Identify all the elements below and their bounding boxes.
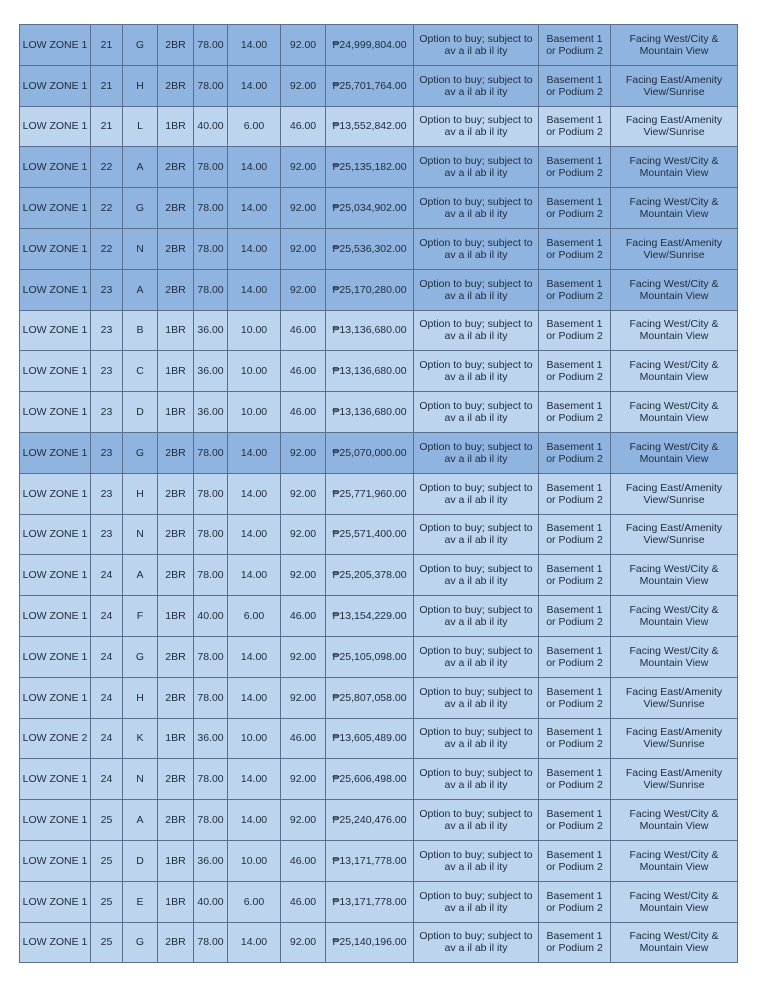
floor-cell: 25 <box>91 800 123 841</box>
floor-area-cell: 78.00 <box>194 473 228 514</box>
table-row <box>20 636 738 677</box>
unit-cell: N <box>123 228 158 269</box>
parking-location-cell: Basement 1 or Podium 2 <box>539 147 611 188</box>
zone-cell: LOW ZONE 1 <box>20 310 91 351</box>
total-area-cell: 46.00 <box>281 840 326 881</box>
parking-option-cell: Option to buy; subject to av a il ab il ity <box>414 351 539 392</box>
floor-area-cell: 78.00 <box>194 677 228 718</box>
total-area-cell: 46.00 <box>281 106 326 147</box>
total-area-cell: 92.00 <box>281 228 326 269</box>
view-cell: Facing West/City & Mountain View <box>611 636 738 677</box>
floor-area-cell: 36.00 <box>194 351 228 392</box>
price-cell: ₱25,240,476.00 <box>326 800 414 841</box>
balcony-area-cell: 14.00 <box>228 228 281 269</box>
unit-cell: E <box>123 881 158 922</box>
view-cell: Facing East/Amenity View/Sunrise <box>611 759 738 800</box>
price-cell: ₱13,136,680.00 <box>326 310 414 351</box>
floor-cell: 23 <box>91 473 123 514</box>
table-row <box>20 188 738 229</box>
parking-option-cell: Option to buy; subject to av a il ab il ity <box>414 555 539 596</box>
balcony-area-cell: 6.00 <box>228 881 281 922</box>
unit-cell: C <box>123 351 158 392</box>
price-cell: ₱13,171,778.00 <box>326 881 414 922</box>
zone-cell: LOW ZONE 1 <box>20 188 91 229</box>
balcony-area-cell: 14.00 <box>228 269 281 310</box>
parking-location-cell: Basement 1 or Podium 2 <box>539 840 611 881</box>
parking-option-cell: Option to buy; subject to av a il ab il ity <box>414 432 539 473</box>
zone-cell: LOW ZONE 1 <box>20 881 91 922</box>
zone-cell: LOW ZONE 2 <box>20 718 91 759</box>
zone-cell: LOW ZONE 1 <box>20 840 91 881</box>
floor-cell: 24 <box>91 759 123 800</box>
unit-type-cell: 2BR <box>158 555 194 596</box>
price-cell: ₱25,807,058.00 <box>326 677 414 718</box>
floor-cell: 21 <box>91 25 123 66</box>
parking-option-cell: Option to buy; subject to av a il ab il ity <box>414 718 539 759</box>
zone-cell: LOW ZONE 1 <box>20 432 91 473</box>
total-area-cell: 46.00 <box>281 351 326 392</box>
price-cell: ₱25,170,280.00 <box>326 269 414 310</box>
table-row <box>20 432 738 473</box>
unit-inventory-table-wrapper <box>19 24 738 963</box>
floor-area-cell: 40.00 <box>194 881 228 922</box>
table-row <box>20 555 738 596</box>
parking-location-cell: Basement 1 or Podium 2 <box>539 269 611 310</box>
view-cell: Facing West/City & Mountain View <box>611 432 738 473</box>
zone-cell: LOW ZONE 1 <box>20 922 91 963</box>
floor-area-cell: 78.00 <box>194 147 228 188</box>
balcony-area-cell: 14.00 <box>228 147 281 188</box>
price-cell: ₱13,136,680.00 <box>326 392 414 433</box>
zone-cell: LOW ZONE 1 <box>20 269 91 310</box>
view-cell: Facing West/City & Mountain View <box>611 800 738 841</box>
view-cell: Facing East/Amenity View/Sunrise <box>611 718 738 759</box>
parking-option-cell: Option to buy; subject to av a il ab il ity <box>414 759 539 800</box>
total-area-cell: 46.00 <box>281 392 326 433</box>
balcony-area-cell: 14.00 <box>228 636 281 677</box>
price-cell: ₱25,034,902.00 <box>326 188 414 229</box>
table-row <box>20 392 738 433</box>
unit-type-cell: 1BR <box>158 840 194 881</box>
parking-location-cell: Basement 1 or Podium 2 <box>539 106 611 147</box>
table-row <box>20 65 738 106</box>
view-cell: Facing West/City & Mountain View <box>611 392 738 433</box>
price-cell: ₱13,154,229.00 <box>326 596 414 637</box>
unit-cell: G <box>123 922 158 963</box>
parking-option-cell: Option to buy; subject to av a il ab il ity <box>414 228 539 269</box>
floor-cell: 23 <box>91 310 123 351</box>
parking-location-cell: Basement 1 or Podium 2 <box>539 759 611 800</box>
total-area-cell: 46.00 <box>281 718 326 759</box>
balcony-area-cell: 14.00 <box>228 432 281 473</box>
table-row <box>20 881 738 922</box>
floor-area-cell: 78.00 <box>194 514 228 555</box>
total-area-cell: 92.00 <box>281 677 326 718</box>
unit-cell: D <box>123 840 158 881</box>
floor-cell: 23 <box>91 269 123 310</box>
view-cell: Facing East/Amenity View/Sunrise <box>611 228 738 269</box>
floor-cell: 24 <box>91 596 123 637</box>
total-area-cell: 92.00 <box>281 147 326 188</box>
unit-cell: L <box>123 106 158 147</box>
unit-type-cell: 1BR <box>158 596 194 637</box>
total-area-cell: 92.00 <box>281 188 326 229</box>
floor-area-cell: 78.00 <box>194 636 228 677</box>
balcony-area-cell: 14.00 <box>228 922 281 963</box>
unit-cell: D <box>123 392 158 433</box>
balcony-area-cell: 10.00 <box>228 351 281 392</box>
unit-cell: F <box>123 596 158 637</box>
floor-area-cell: 78.00 <box>194 800 228 841</box>
unit-type-cell: 2BR <box>158 514 194 555</box>
floor-area-cell: 40.00 <box>194 596 228 637</box>
price-cell: ₱13,605,489.00 <box>326 718 414 759</box>
table-row <box>20 840 738 881</box>
floor-cell: 25 <box>91 881 123 922</box>
zone-cell: LOW ZONE 1 <box>20 65 91 106</box>
parking-location-cell: Basement 1 or Podium 2 <box>539 310 611 351</box>
unit-type-cell: 2BR <box>158 800 194 841</box>
price-cell: ₱25,536,302.00 <box>326 228 414 269</box>
balcony-area-cell: 14.00 <box>228 555 281 596</box>
floor-cell: 25 <box>91 840 123 881</box>
unit-cell: H <box>123 65 158 106</box>
parking-option-cell: Option to buy; subject to av a il ab il ity <box>414 310 539 351</box>
parking-location-cell: Basement 1 or Podium 2 <box>539 800 611 841</box>
balcony-area-cell: 14.00 <box>228 677 281 718</box>
floor-cell: 23 <box>91 432 123 473</box>
unit-type-cell: 2BR <box>158 25 194 66</box>
unit-cell: A <box>123 147 158 188</box>
zone-cell: LOW ZONE 1 <box>20 800 91 841</box>
zone-cell: LOW ZONE 1 <box>20 392 91 433</box>
floor-area-cell: 78.00 <box>194 432 228 473</box>
unit-cell: A <box>123 269 158 310</box>
view-cell: Facing East/Amenity View/Sunrise <box>611 677 738 718</box>
floor-cell: 25 <box>91 922 123 963</box>
floor-area-cell: 36.00 <box>194 840 228 881</box>
zone-cell: LOW ZONE 1 <box>20 514 91 555</box>
floor-area-cell: 78.00 <box>194 922 228 963</box>
total-area-cell: 92.00 <box>281 636 326 677</box>
view-cell: Facing East/Amenity View/Sunrise <box>611 473 738 514</box>
floor-cell: 24 <box>91 636 123 677</box>
table-body <box>20 25 738 963</box>
floor-cell: 24 <box>91 718 123 759</box>
view-cell: Facing West/City & Mountain View <box>611 881 738 922</box>
balcony-area-cell: 14.00 <box>228 514 281 555</box>
parking-option-cell: Option to buy; subject to av a il ab il ity <box>414 922 539 963</box>
table-row <box>20 228 738 269</box>
view-cell: Facing East/Amenity View/Sunrise <box>611 106 738 147</box>
zone-cell: LOW ZONE 1 <box>20 759 91 800</box>
unit-type-cell: 2BR <box>158 147 194 188</box>
floor-cell: 21 <box>91 65 123 106</box>
parking-option-cell: Option to buy; subject to av a il ab il ity <box>414 800 539 841</box>
floor-cell: 23 <box>91 514 123 555</box>
zone-cell: LOW ZONE 1 <box>20 473 91 514</box>
total-area-cell: 92.00 <box>281 555 326 596</box>
unit-cell: N <box>123 759 158 800</box>
unit-type-cell: 2BR <box>158 636 194 677</box>
price-cell: ₱25,205,378.00 <box>326 555 414 596</box>
unit-cell: G <box>123 25 158 66</box>
floor-cell: 24 <box>91 677 123 718</box>
view-cell: Facing West/City & Mountain View <box>611 310 738 351</box>
unit-cell: A <box>123 555 158 596</box>
total-area-cell: 92.00 <box>281 432 326 473</box>
view-cell: Facing West/City & Mountain View <box>611 351 738 392</box>
parking-location-cell: Basement 1 or Podium 2 <box>539 596 611 637</box>
balcony-area-cell: 6.00 <box>228 106 281 147</box>
parking-location-cell: Basement 1 or Podium 2 <box>539 432 611 473</box>
unit-cell: G <box>123 188 158 229</box>
parking-option-cell: Option to buy; subject to av a il ab il ity <box>414 65 539 106</box>
unit-type-cell: 1BR <box>158 310 194 351</box>
floor-area-cell: 36.00 <box>194 310 228 351</box>
view-cell: Facing West/City & Mountain View <box>611 269 738 310</box>
parking-location-cell: Basement 1 or Podium 2 <box>539 881 611 922</box>
unit-type-cell: 1BR <box>158 881 194 922</box>
unit-type-cell: 2BR <box>158 677 194 718</box>
balcony-area-cell: 10.00 <box>228 718 281 759</box>
parking-option-cell: Option to buy; subject to av a il ab il ity <box>414 596 539 637</box>
balcony-area-cell: 14.00 <box>228 25 281 66</box>
table-row <box>20 514 738 555</box>
parking-location-cell: Basement 1 or Podium 2 <box>539 473 611 514</box>
table-row <box>20 106 738 147</box>
table-row <box>20 718 738 759</box>
unit-type-cell: 2BR <box>158 269 194 310</box>
unit-type-cell: 2BR <box>158 432 194 473</box>
table-row <box>20 677 738 718</box>
floor-cell: 22 <box>91 188 123 229</box>
zone-cell: LOW ZONE 1 <box>20 228 91 269</box>
price-cell: ₱25,135,182.00 <box>326 147 414 188</box>
parking-option-cell: Option to buy; subject to av a il ab il ity <box>414 106 539 147</box>
table-row <box>20 473 738 514</box>
parking-location-cell: Basement 1 or Podium 2 <box>539 392 611 433</box>
zone-cell: LOW ZONE 1 <box>20 106 91 147</box>
price-cell: ₱25,070,000.00 <box>326 432 414 473</box>
view-cell: Facing East/Amenity View/Sunrise <box>611 65 738 106</box>
balcony-area-cell: 14.00 <box>228 800 281 841</box>
view-cell: Facing West/City & Mountain View <box>611 147 738 188</box>
balcony-area-cell: 10.00 <box>228 310 281 351</box>
price-cell: ₱24,999,804.00 <box>326 25 414 66</box>
table-row <box>20 351 738 392</box>
view-cell: Facing West/City & Mountain View <box>611 188 738 229</box>
parking-location-cell: Basement 1 or Podium 2 <box>539 514 611 555</box>
balcony-area-cell: 14.00 <box>228 188 281 229</box>
balcony-area-cell: 10.00 <box>228 840 281 881</box>
zone-cell: LOW ZONE 1 <box>20 636 91 677</box>
floor-cell: 24 <box>91 555 123 596</box>
floor-cell: 23 <box>91 392 123 433</box>
floor-cell: 22 <box>91 228 123 269</box>
floor-area-cell: 78.00 <box>194 188 228 229</box>
price-cell: ₱13,136,680.00 <box>326 351 414 392</box>
parking-option-cell: Option to buy; subject to av a il ab il ity <box>414 840 539 881</box>
table-row <box>20 310 738 351</box>
unit-type-cell: 1BR <box>158 106 194 147</box>
parking-location-cell: Basement 1 or Podium 2 <box>539 555 611 596</box>
parking-option-cell: Option to buy; subject to av a il ab il ity <box>414 25 539 66</box>
floor-area-cell: 78.00 <box>194 65 228 106</box>
unit-cell: A <box>123 800 158 841</box>
total-area-cell: 46.00 <box>281 881 326 922</box>
unit-type-cell: 2BR <box>158 188 194 229</box>
price-cell: ₱25,105,098.00 <box>326 636 414 677</box>
unit-type-cell: 2BR <box>158 759 194 800</box>
unit-type-cell: 2BR <box>158 65 194 106</box>
price-cell: ₱13,552,842.00 <box>326 106 414 147</box>
unit-type-cell: 2BR <box>158 473 194 514</box>
parking-location-cell: Basement 1 or Podium 2 <box>539 188 611 229</box>
table-row <box>20 269 738 310</box>
total-area-cell: 92.00 <box>281 65 326 106</box>
parking-option-cell: Option to buy; subject to av a il ab il ity <box>414 392 539 433</box>
table-row <box>20 596 738 637</box>
unit-type-cell: 2BR <box>158 922 194 963</box>
parking-option-cell: Option to buy; subject to av a il ab il ity <box>414 269 539 310</box>
floor-cell: 22 <box>91 147 123 188</box>
floor-area-cell: 78.00 <box>194 555 228 596</box>
parking-location-cell: Basement 1 or Podium 2 <box>539 636 611 677</box>
total-area-cell: 92.00 <box>281 514 326 555</box>
zone-cell: LOW ZONE 1 <box>20 147 91 188</box>
total-area-cell: 92.00 <box>281 759 326 800</box>
parking-location-cell: Basement 1 or Podium 2 <box>539 677 611 718</box>
parking-option-cell: Option to buy; subject to av a il ab il ity <box>414 881 539 922</box>
price-cell: ₱13,171,778.00 <box>326 840 414 881</box>
view-cell: Facing West/City & Mountain View <box>611 25 738 66</box>
price-cell: ₱25,140,196.00 <box>326 922 414 963</box>
parking-location-cell: Basement 1 or Podium 2 <box>539 922 611 963</box>
zone-cell: LOW ZONE 1 <box>20 677 91 718</box>
unit-cell: G <box>123 432 158 473</box>
unit-type-cell: 2BR <box>158 228 194 269</box>
zone-cell: LOW ZONE 1 <box>20 25 91 66</box>
parking-location-cell: Basement 1 or Podium 2 <box>539 718 611 759</box>
unit-cell: H <box>123 677 158 718</box>
floor-area-cell: 36.00 <box>194 392 228 433</box>
price-cell: ₱25,571,400.00 <box>326 514 414 555</box>
table-row <box>20 25 738 66</box>
balcony-area-cell: 6.00 <box>228 596 281 637</box>
view-cell: Facing West/City & Mountain View <box>611 840 738 881</box>
unit-cell: G <box>123 636 158 677</box>
balcony-area-cell: 10.00 <box>228 392 281 433</box>
unit-cell: K <box>123 718 158 759</box>
price-cell: ₱25,701,764.00 <box>326 65 414 106</box>
unit-type-cell: 1BR <box>158 351 194 392</box>
total-area-cell: 92.00 <box>281 922 326 963</box>
parking-location-cell: Basement 1 or Podium 2 <box>539 351 611 392</box>
total-area-cell: 46.00 <box>281 596 326 637</box>
price-cell: ₱25,771,960.00 <box>326 473 414 514</box>
floor-area-cell: 78.00 <box>194 25 228 66</box>
parking-location-cell: Basement 1 or Podium 2 <box>539 25 611 66</box>
view-cell: Facing West/City & Mountain View <box>611 555 738 596</box>
balcony-area-cell: 14.00 <box>228 759 281 800</box>
floor-area-cell: 78.00 <box>194 759 228 800</box>
unit-inventory-table <box>19 24 738 963</box>
zone-cell: LOW ZONE 1 <box>20 596 91 637</box>
unit-cell: B <box>123 310 158 351</box>
unit-cell: N <box>123 514 158 555</box>
floor-area-cell: 78.00 <box>194 269 228 310</box>
parking-option-cell: Option to buy; subject to av a il ab il ity <box>414 677 539 718</box>
parking-option-cell: Option to buy; subject to av a il ab il ity <box>414 636 539 677</box>
floor-area-cell: 78.00 <box>194 228 228 269</box>
parking-location-cell: Basement 1 or Podium 2 <box>539 65 611 106</box>
parking-option-cell: Option to buy; subject to av a il ab il ity <box>414 147 539 188</box>
balcony-area-cell: 14.00 <box>228 65 281 106</box>
zone-cell: LOW ZONE 1 <box>20 555 91 596</box>
total-area-cell: 92.00 <box>281 269 326 310</box>
parking-option-cell: Option to buy; subject to av a il ab il ity <box>414 514 539 555</box>
floor-area-cell: 40.00 <box>194 106 228 147</box>
table-row <box>20 922 738 963</box>
floor-area-cell: 36.00 <box>194 718 228 759</box>
balcony-area-cell: 14.00 <box>228 473 281 514</box>
parking-location-cell: Basement 1 or Podium 2 <box>539 228 611 269</box>
floor-cell: 23 <box>91 351 123 392</box>
table-row <box>20 800 738 841</box>
zone-cell: LOW ZONE 1 <box>20 351 91 392</box>
table-row <box>20 147 738 188</box>
total-area-cell: 46.00 <box>281 310 326 351</box>
view-cell: Facing East/Amenity View/Sunrise <box>611 514 738 555</box>
unit-cell: H <box>123 473 158 514</box>
parking-option-cell: Option to buy; subject to av a il ab il ity <box>414 473 539 514</box>
table-row <box>20 759 738 800</box>
total-area-cell: 92.00 <box>281 25 326 66</box>
parking-option-cell: Option to buy; subject to av a il ab il ity <box>414 188 539 229</box>
view-cell: Facing West/City & Mountain View <box>611 922 738 963</box>
price-cell: ₱25,606,498.00 <box>326 759 414 800</box>
view-cell: Facing West/City & Mountain View <box>611 596 738 637</box>
unit-type-cell: 1BR <box>158 392 194 433</box>
floor-cell: 21 <box>91 106 123 147</box>
unit-type-cell: 1BR <box>158 718 194 759</box>
total-area-cell: 92.00 <box>281 473 326 514</box>
total-area-cell: 92.00 <box>281 800 326 841</box>
